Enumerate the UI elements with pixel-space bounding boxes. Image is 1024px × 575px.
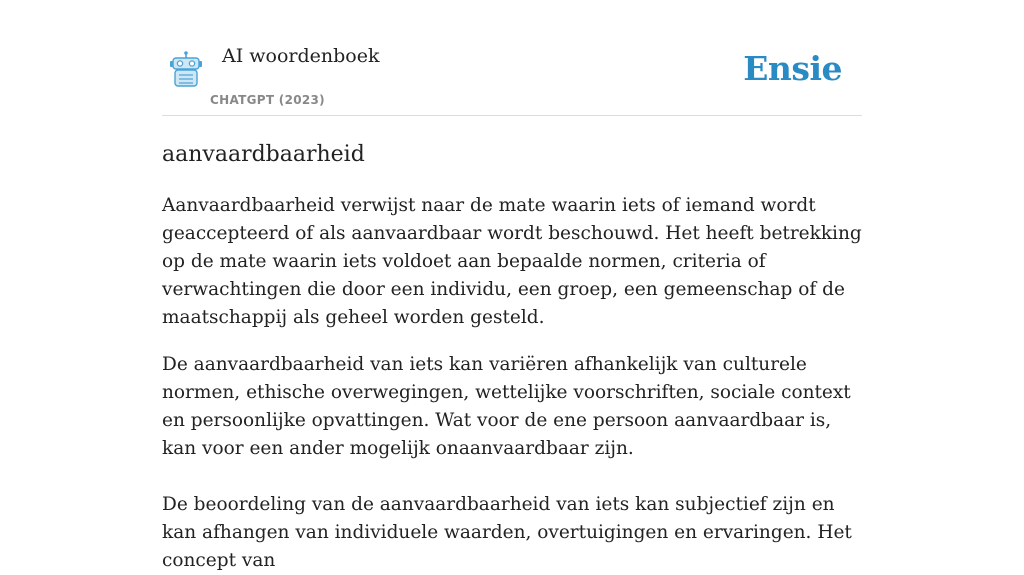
source-meta: CHATGPT (2023) [210,93,325,107]
brand-logo[interactable]: Ensie [743,49,842,88]
robot-icon [166,50,206,90]
entry-header [162,0,862,116]
entry-term: aanvaardbaarheid [162,142,365,167]
definition-paragraph-1: Aanvaardbaarheid verwijst naar de mate waarin iets of iemand wordt geaccepteerd of als aanvaardbaar wordt beschouwd. Het heeft betrekking op de mate waarin iets voldoet aan bepaalde normen, criteria of verwachtingen die door een individu, een groep, een gemeenschap of de maatschappij als geheel worden gesteld. [162,195,862,328]
definition-paragraph-3: De beoordeling van de aanvaardbaarheid van iets kan subjectief zijn en kan afhangen van individuele waarden, overtuigingen en ervaringen. Het concept van [162,494,852,571]
definition-paragraph-2: De aanvaardbaarheid van iets kan variëren afhankelijk van culturele normen, ethische overwegingen, wettelijke voorschriften, sociale context en persoonlijke opvattingen. Wat voor de ene persoon aanvaardbaar is, kan voor een ander mogelijk onaanvaardbaar zijn. [162,354,851,459]
entry-content [162,138,862,575]
source-title[interactable]: AI woordenboek [222,45,380,67]
